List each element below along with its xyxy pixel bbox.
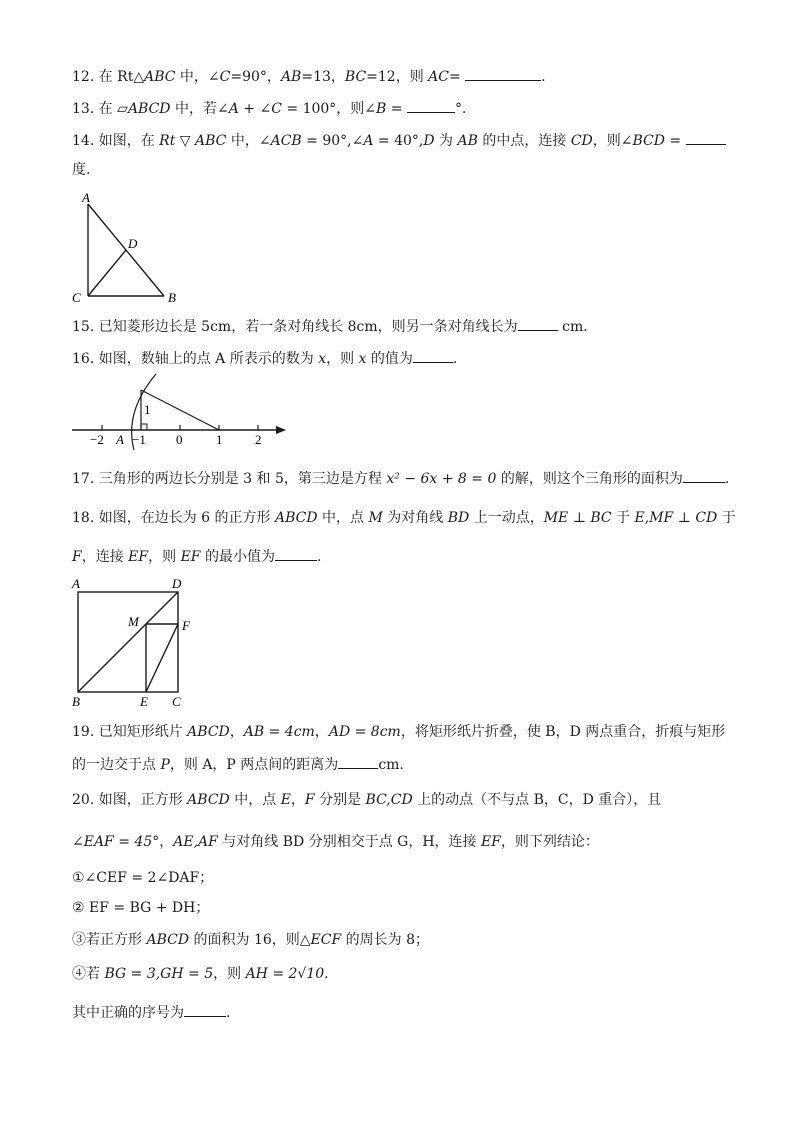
q13-text3: + ∠	[238, 101, 272, 117]
q14-text3: = 90°,∠	[301, 133, 364, 149]
q19-abcd: ABCD	[187, 724, 230, 740]
q18-abcd: ABCD	[274, 510, 318, 526]
fig16-label-a: A	[116, 432, 124, 447]
q18-ef2: EF	[180, 549, 201, 565]
fig18-diagonal-bd	[78, 592, 178, 692]
q20-aeaf: AE,AF	[173, 834, 218, 850]
q14-text4: = 40°,	[373, 133, 424, 149]
fig14-label-d: D	[128, 236, 138, 251]
q13-a: A	[228, 101, 239, 117]
fig16-right-angle-mark	[141, 424, 147, 430]
q13-text4: = 100°，则∠	[281, 101, 377, 117]
q20-abcd: ABCD	[187, 792, 230, 808]
fig16-label-1: 1	[216, 432, 223, 447]
q18-m: M	[368, 510, 383, 526]
q20-f: F	[304, 792, 315, 808]
q20-text: 如图，正方形	[98, 792, 188, 808]
q20-answer-blank[interactable]	[184, 1002, 226, 1017]
q20-c4-ah: AH = 2√10	[245, 966, 325, 982]
q18-answer-blank[interactable]	[275, 546, 317, 561]
q12-c: C	[219, 69, 231, 85]
q12-text3: =90°，	[230, 69, 281, 85]
q20-final-line	[72, 1002, 230, 1023]
q14-acb: ACB	[270, 133, 302, 149]
q14-text7: ，则∠	[592, 133, 633, 149]
q20-text3: 分别是	[314, 792, 366, 808]
q12-number: 12.	[72, 69, 95, 85]
q14-ab: AB	[457, 133, 478, 149]
question-19-line2	[72, 754, 404, 775]
q18-text8: ，则	[148, 549, 181, 565]
q14-text8: =	[664, 133, 682, 149]
q14-text: 如图，在	[98, 133, 160, 149]
fig14-label-c: C	[72, 290, 81, 305]
q16-x: x	[318, 351, 327, 367]
fig16-label-2: 2	[255, 432, 262, 447]
q20-c4-bg: BG = 3,GH = 5	[104, 966, 214, 982]
q19-ad: AD = 8cm	[328, 724, 401, 740]
figure-14-triangle	[64, 186, 194, 308]
question-15	[72, 316, 597, 337]
q12-text: 在 Rt△	[98, 69, 145, 85]
q14-answer-blank[interactable]	[686, 130, 726, 145]
q14-d: D	[423, 133, 435, 149]
q20-c4-text2: ，则	[213, 966, 246, 982]
q20-ef: EF	[481, 834, 501, 850]
q19-text2: ，将矩形纸片折叠，使 B，D 两点重合，折痕与矩形	[400, 724, 726, 740]
q16-x2: x	[358, 351, 367, 367]
fig16-label-m2: −2	[90, 432, 104, 447]
q18-me: ME ⊥ BC	[543, 510, 612, 526]
q20-c4-text: ④若	[72, 966, 105, 982]
question-14	[72, 130, 726, 151]
question-20	[72, 790, 661, 810]
q16-text2: ，则	[326, 351, 359, 367]
q18-text7: ，连接	[81, 549, 129, 565]
q14-number: 14.	[72, 133, 95, 149]
q12-bc: BC	[344, 69, 367, 85]
q18-e: E	[634, 510, 645, 526]
q20-comma: ，	[159, 834, 174, 850]
q19-answer-blank[interactable]	[338, 754, 378, 769]
q12-end: .	[541, 69, 546, 85]
q13-end: °．	[454, 101, 476, 117]
q15-number: 15.	[72, 319, 95, 335]
q13-number: 13.	[72, 101, 95, 117]
q12-ab: AB	[280, 69, 302, 85]
question-18	[72, 508, 736, 528]
q20-c3-abcd: ABCD	[146, 932, 190, 948]
q14-text6: 的中点，连接	[477, 133, 571, 149]
q18-end: .	[316, 549, 322, 565]
q18-mf: MF ⊥ CD	[649, 510, 718, 526]
q17-equation: x² − 6x + 8 = 0	[386, 471, 497, 487]
q19-text: 已知矩形纸片	[98, 724, 188, 740]
fig18-label-e: E	[140, 694, 148, 709]
q14-cd: CD	[570, 133, 593, 149]
q12-text2: 中，∠	[175, 69, 220, 85]
q19-number: 19.	[72, 724, 95, 740]
q13-c: C	[271, 101, 282, 117]
fig18-label-d: D	[172, 576, 182, 591]
q16-text3: 的值为	[366, 351, 413, 367]
q19-text3: 的一边交于点	[72, 757, 161, 773]
q18-text3: 为对角线	[382, 510, 448, 526]
fig16-label-0: 0	[176, 432, 183, 447]
q14-tri: ▽	[175, 133, 196, 149]
fig16-label-one: 1	[144, 402, 151, 417]
q12-text5: =12，则	[366, 69, 429, 85]
q19-ab: AB = 4cm	[243, 724, 315, 740]
q19-p: P	[160, 757, 170, 773]
q18-text: 如图，在边长为 6 的正方形	[98, 510, 275, 526]
q13-text: 在 ▱	[98, 101, 128, 117]
q15-answer-blank[interactable]	[518, 316, 558, 331]
q17-text: 三角形的两边长分别是 3 和 5，第三边是方程	[98, 471, 387, 487]
q18-text5: 于	[611, 510, 635, 526]
q12-ac: AC	[428, 69, 449, 85]
q14-text2: 中，∠	[226, 133, 271, 149]
q20-conclusion-3	[72, 930, 429, 950]
q20-final-end: .	[226, 1005, 231, 1021]
q20-e: E	[280, 792, 291, 808]
q14-line2: 度.	[72, 162, 91, 178]
q13-b: B	[376, 101, 387, 117]
fig18-label-m: M	[128, 614, 139, 629]
q20-c3-text3: 的周长为 8；	[341, 932, 430, 948]
q20-text2: 中，点	[229, 792, 281, 808]
q17-answer-blank[interactable]	[683, 468, 725, 483]
q20-sep: ，	[290, 792, 305, 808]
q14-bcd: BCD	[632, 133, 665, 149]
q14-rt: Rt	[159, 133, 176, 149]
q20-angle: ∠EAF = 45°	[72, 834, 160, 850]
q20-c4-end: .	[324, 966, 329, 982]
q13-answer-blank[interactable]	[407, 98, 455, 113]
question-12	[72, 66, 546, 87]
fig16-label-m1: −1	[132, 432, 146, 447]
q12-text4: =13，	[301, 69, 345, 85]
q12-answer-blank[interactable]	[465, 66, 541, 81]
q19-unit: cm.	[378, 757, 404, 773]
q20-c3-ecf: ECF	[310, 932, 342, 948]
question-19	[72, 722, 725, 742]
fig18-label-b: B	[72, 694, 80, 709]
figure-16-number-line	[66, 372, 290, 452]
question-17	[72, 468, 729, 489]
q20-c3-text: ③若正方形	[72, 932, 147, 948]
q13-text2: 中，若∠	[170, 101, 229, 117]
q18-comma: ,	[644, 510, 650, 526]
q20-conclusion-4	[72, 964, 329, 984]
q20-text4: 上的动点（不与点 B，C，D 重合），且	[412, 792, 662, 808]
fig14-segment-cd	[88, 250, 126, 296]
question-16	[72, 348, 457, 369]
q16-number: 16.	[72, 351, 95, 367]
q20-conclusion-2: ② EF = BG + DH；	[72, 900, 210, 916]
q16-answer-blank[interactable]	[413, 348, 453, 363]
q12-abc: ABC	[144, 69, 176, 85]
q20-bccd: BC,CD	[365, 792, 413, 808]
q19-comma1: ，	[229, 724, 244, 740]
q19-comma2: ，	[314, 724, 329, 740]
q18-ef: EF	[128, 549, 149, 565]
q18-text2: 中，点	[317, 510, 369, 526]
q18-text9: 的最小值为	[200, 549, 275, 565]
question-13	[72, 98, 476, 119]
fig18-label-a: A	[72, 576, 80, 591]
q20-final-text: 其中正确的序号为	[72, 1005, 184, 1021]
q20-c3-text2: 的面积为 16，则△	[189, 932, 311, 948]
q18-number: 18.	[72, 510, 95, 526]
fig16-arrow-icon	[276, 426, 286, 434]
q13-abcd: ABCD	[127, 101, 171, 117]
question-20-line2	[72, 832, 599, 852]
q17-number: 17.	[72, 471, 95, 487]
q13-text5: =	[386, 101, 403, 117]
question-18-line2	[72, 546, 321, 567]
q14-text5: 为	[434, 133, 458, 149]
q15-text: 已知菱形边长是 5cm，若一条对角线长 8cm，则另一条对角线长为	[98, 319, 518, 335]
q15-unit: cm．	[562, 319, 598, 335]
q18-bd: BD	[447, 510, 470, 526]
q18-text4: 上一动点，	[469, 510, 544, 526]
q14-abc: ABC	[195, 133, 227, 149]
q12-text6: =	[448, 69, 461, 85]
q20-text6: ，则下列结论：	[500, 834, 599, 850]
q19-text4: ，则 A，P 两点间的距离为	[169, 757, 339, 773]
q20-text5: 与对角线 BD 分别相交于点 G，H，连接	[217, 834, 481, 850]
fig18-segment-ef	[146, 624, 178, 692]
q20-number: 20.	[72, 792, 95, 808]
q17-end: .	[724, 471, 730, 487]
q14-a: A	[363, 133, 374, 149]
q16-text: 如图，数轴上的点 A 所表示的数为	[98, 351, 319, 367]
figure-18-square	[66, 574, 206, 712]
fig18-label-f: F	[182, 618, 190, 633]
q18-text6: 于	[717, 510, 736, 526]
fig16-hypotenuse	[141, 390, 219, 430]
q18-f: F	[72, 549, 82, 565]
fig14-label-b: B	[168, 290, 176, 305]
fig18-label-c: C	[172, 694, 181, 709]
q16-end: .	[452, 351, 458, 367]
q17-text2: 的解，则这个三角形的面积为	[496, 471, 683, 487]
fig14-label-a: A	[82, 190, 90, 205]
q20-conclusion-1: ①∠CEF = 2∠DAF；	[72, 870, 214, 886]
